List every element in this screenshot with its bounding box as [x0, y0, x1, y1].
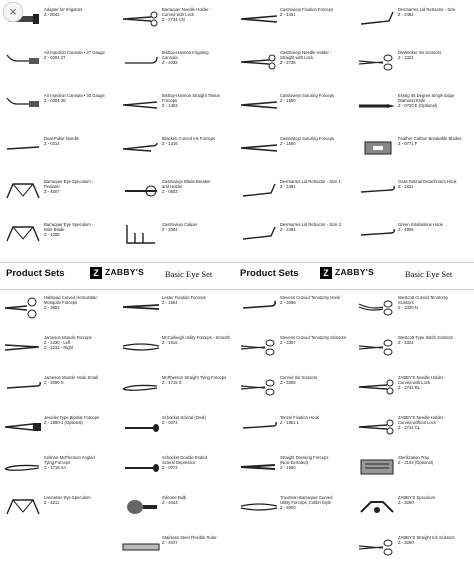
instrument-item [356, 412, 472, 450]
blade-holder-icon [121, 176, 161, 206]
instrument-item [356, 292, 472, 330]
basic-eye-set-title: Basic Eye Set [165, 269, 213, 279]
needle-holder-icon [121, 4, 161, 34]
instrument-item [2, 90, 118, 131]
forceps-icon [239, 4, 279, 34]
eye-speculum-icon [3, 219, 43, 249]
instrument-caption: Sterilization Tray Z - 3104 (Optional) [398, 455, 434, 466]
razor-blade-icon [357, 133, 397, 163]
instrument-item [356, 47, 472, 88]
instrument-caption: Castroviejo Suturing Forceps Z - 1550 [280, 93, 334, 104]
instrument-column [2, 0, 118, 262]
caliper-icon [121, 219, 161, 249]
instrument-item [2, 492, 118, 530]
instrument-caption: Castroviejo Caliper Z - 2004 [162, 222, 198, 233]
instrument-item [2, 47, 118, 88]
instrument-item [356, 492, 472, 530]
instrument-caption: McCullough Utility Forceps - Smooth Z - 1616 [162, 335, 230, 346]
instrument-item [238, 452, 354, 490]
lid-retractor-icon [239, 176, 279, 206]
zabbys-logo: Z ZABBY'S [320, 266, 380, 282]
silicone-bulb-icon [121, 492, 161, 522]
instrument-item [120, 176, 236, 217]
instrument-item [2, 133, 118, 174]
instrument-caption: Stevens Curved Tenotomy Hook Z - 3098 [280, 295, 340, 306]
eye-speculum-icon [3, 176, 43, 206]
tenotomy-hook-icon [239, 292, 279, 322]
dual-pulse-needle-icon [3, 133, 43, 163]
instrument-caption: ZABBY'S Needle Holder - Curved without Lock Z - 2742 CL [398, 415, 446, 431]
instrument-caption: Curved Iris Scissors Z - 3308 [280, 375, 318, 386]
instrument-caption: ZABBY'S Speculum Z - 3290 [398, 495, 436, 506]
instrument-item [356, 4, 472, 45]
instrument-caption: Silicone Bulb Z - 4044 [162, 495, 187, 506]
instrument-item [356, 133, 472, 174]
instrument-caption: Air Injection Cannula • 30 Gauge Z - 0304 30 [44, 93, 105, 104]
tying-forceps-icon [3, 452, 43, 482]
instrument-caption: Jeweler Type Bipolar Forceps Z - 1890-1 (Optional) [44, 415, 100, 426]
instrument-item [120, 219, 236, 260]
instrument-item [356, 452, 472, 490]
instrument-item [2, 412, 118, 450]
instrument-item [238, 412, 354, 450]
scleral-depressor-icon [121, 452, 161, 482]
air-injection-cannula-icon [3, 47, 43, 77]
tying-forceps-icon [121, 372, 161, 402]
instrument-caption: Essrig 45 Degree Single Edge Diamond Knife Z - 0720 E (Optional) [398, 93, 455, 109]
sterilization-tray-icon [357, 452, 397, 482]
ruler-icon [121, 532, 161, 562]
corneal-scissors-icon [357, 292, 397, 322]
instrument-column [238, 0, 354, 262]
instrument-item [120, 292, 236, 330]
instrument-caption: Jameson Muscle Forceps Z - 2230 - Left Z - 2231 - Right [44, 335, 92, 351]
instrument-item [120, 133, 236, 174]
blade-icon [357, 90, 397, 120]
instrument-caption: Castroviejo Suturing Forceps Z - 1560 [280, 136, 334, 147]
instrument-item [238, 47, 354, 88]
top-instrument-grid [0, 0, 474, 262]
instrument-caption: Feather Carbon Breakable Blades Z - 0771 F [398, 136, 462, 147]
instrument-item [2, 372, 118, 410]
instrument-caption: Bishop-Harmon Irrigating Cannula Z - 4032 [162, 50, 209, 66]
forceps-icon [239, 133, 279, 163]
instrument-caption: Lancaster Eye Speculum Z - 4211 [44, 495, 91, 506]
scissors-icon [239, 372, 279, 402]
zabbys-logo-mark: Z [320, 267, 332, 279]
instrument-item [120, 4, 236, 45]
lid-retractor-icon [357, 4, 397, 34]
product-sets-title: Product Sets [6, 268, 65, 279]
lid-retractor-icon [239, 219, 279, 249]
instrument-caption: Halstead Curved Hemostatic Mosquito Forceps Z - 3802 [44, 295, 98, 311]
instrument-item [238, 176, 354, 217]
instrument-caption: ZABBY'S Needle Holder - Curved with Lock Z - 2742 RL [398, 375, 446, 391]
instrument-caption: Barraquer Eye Speculum - Pediatric Z - 4207 [44, 179, 94, 195]
instrument-caption: Schocket Scleral (Oval) Z - 0074 [162, 415, 206, 426]
instrument-item [120, 332, 236, 370]
instrument-item [238, 4, 354, 45]
instrument-item [238, 219, 354, 260]
instrument-caption: Troutman-Barraquer Curved Utility Forceps, Colibri Style Z - 5000 [280, 495, 333, 511]
instrument-caption: Bishop-Harmon Straight Tissue Forceps Z - 1403 [162, 93, 220, 109]
hook-icon [239, 412, 279, 442]
instrument-item [356, 332, 472, 370]
instrument-item [120, 90, 236, 131]
instrument-caption: Castroviejo Fixation Forceps Z - 1451 [280, 7, 334, 18]
needle-holder-icon [357, 372, 397, 402]
speculum-icon [357, 492, 397, 522]
instrument-item [2, 332, 118, 370]
instrument-caption: Stevens Curved Tenotomy Scissors Z - 3307 [280, 335, 347, 346]
instrument-item [2, 219, 118, 260]
instrument-caption: Castroviejo Blade Breaker and Holder Z - 0803 [162, 179, 211, 195]
instrument-caption: Tenzel Fixation Hook Z - 1861 L [280, 415, 319, 426]
instrument-caption: Straight Dressing Forceps (Non-Serrated) Z - 1580 [280, 455, 329, 471]
zabbys-logo-mark: Z [90, 267, 102, 279]
instrument-item [120, 492, 236, 530]
instrument-item [356, 219, 472, 260]
instrument-item [238, 292, 354, 330]
instrument-item [238, 133, 354, 174]
instrument-caption: Gass Retinal Detachment Hook Z - 1831 [398, 179, 457, 190]
instrument-column [356, 0, 472, 262]
instrument-caption: Green Strabismus Hook Z - 4906 [398, 222, 443, 233]
scissors-icon [357, 532, 397, 562]
instrument-caption: Barraquer Needle Holder - Curved with Lock Z - 2734 CN [162, 7, 212, 23]
instrument-item [120, 412, 236, 450]
instrument-item [238, 492, 354, 530]
instrument-item [356, 176, 472, 217]
instrument-item [238, 372, 354, 410]
instrument-item [356, 372, 472, 410]
irrigating-cannula-icon [121, 47, 161, 77]
forceps-icon [239, 90, 279, 120]
instrument-item [120, 452, 236, 490]
instrument-caption: DeWecker Iris Scissors Z - 3322 [398, 50, 442, 61]
hemostatic-forceps-icon [3, 292, 43, 322]
instrument-item [238, 90, 354, 131]
eye-speculum-icon [3, 492, 43, 522]
product-sets-header [0, 262, 474, 290]
instrument-caption: Barraquer Eye Speculum - Wire Blade Z - 4208 [44, 222, 94, 238]
instrument-item [120, 372, 236, 410]
hook-icon [357, 219, 397, 249]
instrument-caption: Air Injection Cannula • 27 Gauge Z - 0304 27 [44, 50, 105, 61]
instrument-item [120, 532, 236, 570]
instrument-item [120, 47, 236, 88]
instrument-item [356, 90, 472, 131]
instrument-caption: Bracken Curved Iris Forceps Z - 1316 [162, 136, 216, 147]
instrument-caption: Castroviejo Needle Holder - Straight with Lock Z - 2736 [280, 50, 332, 66]
instrument-column [238, 290, 354, 579]
instrument-caption: Westcott Type Stitch Scissors Z - 3324 [398, 335, 453, 346]
tissue-forceps-icon [121, 90, 161, 120]
instrument-column [120, 0, 236, 262]
hook-icon [3, 372, 43, 402]
air-injection-cannula-icon [3, 90, 43, 120]
instrument-caption: Lester Fixation Forceps Z - 1504 [162, 295, 206, 306]
instrument-caption: Desmarres Lid Retractor - Size 2 Z - 2481 [280, 222, 341, 233]
instrument-caption: Desmarres Lid Retractor - Size Z - 2482 [398, 7, 456, 18]
close-button[interactable]: × [3, 2, 23, 22]
bipolar-forceps-icon [3, 412, 43, 442]
instrument-caption: Westcott Curved Tenotomy Scissors Z - 3320 N [398, 295, 449, 311]
instrument-item [356, 532, 472, 570]
instrument-item [2, 176, 118, 217]
instrument-caption: Jameson Muscle Hook Small Z - 3090 S [44, 375, 98, 386]
instrument-caption: Dual-Pulse Needle Z - 0214 [44, 136, 79, 147]
dressing-forceps-icon [239, 452, 279, 482]
needle-holder-icon [357, 412, 397, 442]
instrument-column [120, 290, 236, 579]
basic-eye-set-title: Basic Eye Set [405, 269, 453, 279]
needle-holder-icon [239, 47, 279, 77]
instrument-caption: Adapter for Irrigators Z - 8042 [44, 7, 83, 18]
product-sets-title: Product Sets [240, 268, 299, 279]
instrument-caption: Desmarres Lid Retractor - Size 1 Z - 2491 [280, 179, 341, 190]
instrument-caption: Schocket Double Ended Scleral Depressor Z - 0072 [162, 455, 207, 471]
instrument-item [2, 292, 118, 330]
needle-forceps-icon [3, 332, 43, 362]
instrument-caption: Stainless Steel Flexible Ruler Z - 4047 [162, 535, 217, 546]
instrument-caption: Kelman-McPherson Angled Tying Forceps Z - 1716 AA [44, 455, 95, 471]
instrument-caption: McPherson Straight Tying Forceps Z - 1715 S [162, 375, 227, 386]
utility-forceps-icon [121, 332, 161, 362]
instrument-column [2, 290, 118, 579]
instrument-column [356, 290, 472, 579]
utility-forceps-icon [239, 492, 279, 522]
scleral-depressor-icon [121, 412, 161, 442]
fixation-forceps-icon [121, 292, 161, 322]
hook-icon [357, 176, 397, 206]
instrument-item [238, 332, 354, 370]
zabbys-logo: Z ZABBY'S [90, 266, 150, 282]
instrument-item [2, 452, 118, 490]
bottom-instrument-grid [0, 290, 474, 579]
scissors-icon [239, 332, 279, 362]
scissors-icon [357, 332, 397, 362]
instrument-caption: ZABBY'S Straight Iris Scissors Z - 3290 [398, 535, 455, 546]
iris-forceps-icon [121, 133, 161, 163]
scissors-icon [357, 47, 397, 77]
